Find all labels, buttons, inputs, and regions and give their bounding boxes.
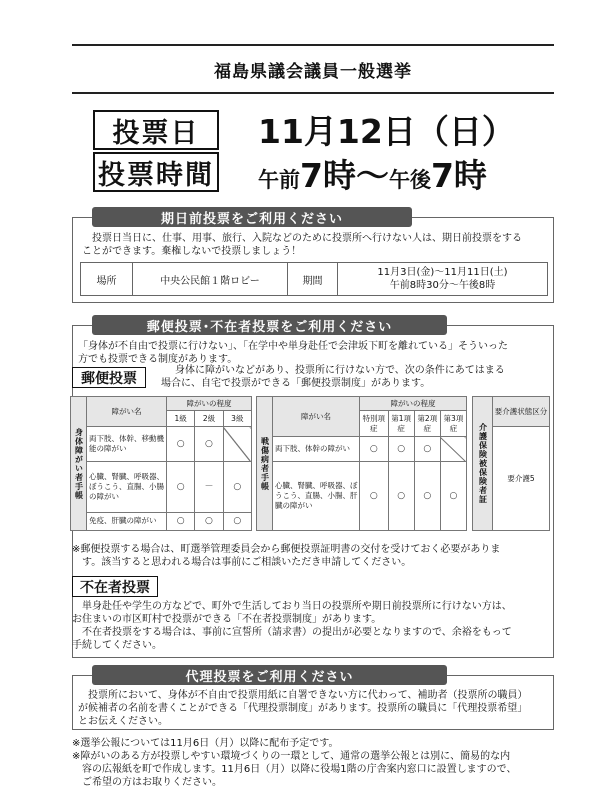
table-cell: ○ — [167, 512, 195, 530]
table-cell: ○ — [195, 427, 223, 462]
footer-note-1: ※選挙公報については11月6日（月）以降に配布予定です。 — [72, 738, 339, 749]
vote-time — [258, 150, 487, 197]
period-hours: 午前8時30分～午後8時 — [389, 280, 496, 291]
table-cell: ○ — [414, 461, 440, 530]
place-label: 場所 — [81, 263, 133, 296]
grade-header: 3級 — [223, 411, 251, 427]
period-value — [338, 263, 548, 296]
proxy-line1: 投票所において、身体が不自由で投票用紙に自署できない方に代わって、補助者（投票所の職員） — [88, 690, 528, 701]
table-cell: ○ — [223, 512, 251, 530]
proxy-voting-banner: 代理投票をご利用ください — [92, 665, 447, 685]
disability-table-side: 身体障がい者手帳 — [71, 397, 87, 531]
care-level-value: 要介護5 — [493, 427, 550, 531]
postal-voting-banner: 郵便投票･不在者投票をご利用ください — [92, 315, 447, 335]
footer-notes — [72, 737, 554, 789]
start-hour: 7時 — [300, 156, 356, 195]
place-value: 中央公民館１階ロビー — [133, 263, 288, 296]
table-row-name: 免疫、肝臓の障がい — [87, 512, 167, 530]
footer-note-2: ※障がいのある方が投票しやすい環境づくりの一環として、通常の選挙公報とは別に、簡易的な内 — [72, 751, 511, 762]
table-cell-na — [223, 427, 251, 462]
war-injury-name-header: 障がい名 — [273, 397, 360, 437]
postal-note-line1: ※郵便投票する場合は、町選挙管理委員会から郵便投票証明書の交付を受けておく必要がありま — [72, 544, 501, 555]
postal-desc-line2: 場合に、自宅で投票ができる「郵便投票制度」があります。 — [161, 378, 431, 389]
vote-time-label: 投票時間 — [93, 152, 219, 192]
footer-note-4: ご希望の方はお取りください。 — [82, 777, 222, 788]
proxy-text — [78, 689, 552, 728]
table-cell: ○ — [195, 512, 223, 530]
table-row-name: 両下肢、体幹の障がい — [273, 437, 360, 462]
war-injury-table-side: 戦傷病者手帳 — [257, 397, 273, 531]
absentee-line2: お住まいの市区町村で投票ができる「不在者投票制度」があります。 — [72, 614, 382, 625]
period-dates: 11月3日(金)～11月11日(土) — [377, 267, 508, 278]
postal-note — [72, 543, 554, 569]
postal-note-line2: す。該当すると思われる場合は事前にご相談いただき申請してください。 — [82, 557, 412, 568]
postal-voting-tag: 郵便投票 — [72, 367, 146, 388]
care-level-header: 要介護状態区分 — [493, 397, 550, 427]
grade-header: 第2項症 — [414, 411, 440, 437]
war-injury-table — [256, 396, 467, 531]
am-label: 午前 — [258, 168, 300, 192]
table-cell-na — [440, 437, 466, 462]
table-cell: ○ — [167, 461, 195, 512]
grade-header: 第3項症 — [440, 411, 466, 437]
proxy-line2: が候補者の名前を書くことができる「代理投票制度」があります。投票所の職員に「代理投票希望」 — [78, 703, 528, 714]
table-row-name: 心臓、腎臓、呼吸器、ぼうこう、直腸、小腸の障がい — [87, 461, 167, 512]
absentee-line4: 手続してください。 — [72, 640, 162, 651]
table-cell: ○ — [440, 461, 466, 530]
table-row-name: 両下肢、体幹、移動機能の障がい — [87, 427, 167, 462]
grade-header: 第1項症 — [388, 411, 414, 437]
vote-date: 11月12日（日） — [258, 112, 515, 151]
absentee-line3: 不在者投票をする場合は、事前に宣誓所（請求書）の提出が必要となりますので、余裕をもって — [82, 627, 512, 638]
absentee-text — [72, 600, 554, 652]
period-label: 期間 — [288, 263, 338, 296]
table-cell: ○ — [414, 437, 440, 462]
postal-intro-line1: 「身体が不自由で投票に行けない」、「在学中や単身赴任で会津坂下町を離れている」そういった — [78, 341, 508, 352]
early-text-line2: ことができます。棄権しないで投票しましょう！ — [82, 246, 302, 257]
postal-intro-line2: 方でも投票できる制度があります。 — [78, 354, 238, 365]
early-voting-text — [82, 232, 550, 258]
disability-table — [70, 396, 252, 531]
early-text-line1: 投票日当日に、仕事、用事、旅行、入院などのために投票所へ行けない人は、期日前投票をする — [92, 233, 522, 244]
war-injury-degree-header: 障がいの程度 — [360, 397, 467, 411]
table-cell: ○ — [167, 427, 195, 462]
grade-header: 特別項症 — [360, 411, 389, 437]
table-cell: ○ — [388, 461, 414, 530]
pm-label: 午後 — [388, 168, 431, 192]
page-title: 福島県議会議員一般選挙 — [72, 44, 554, 94]
care-insurance-table-side: 介護保険被保険者証 — [473, 397, 493, 531]
grade-header: 1級 — [167, 411, 195, 427]
proxy-line3: とお伝えください。 — [78, 716, 168, 727]
table-cell: ○ — [360, 461, 389, 530]
table-cell: ○ — [388, 437, 414, 462]
postal-desc — [161, 364, 551, 390]
table-cell: ○ — [223, 461, 251, 512]
disability-name-header: 障がい名 — [87, 397, 167, 427]
postal-desc-line1: 身体に障がいなどがあり、投票所に行けない方で、次の条件にあてはまる — [175, 365, 505, 376]
absentee-line1: 単身赴任や学生の方などで、町外で生活しており当日の投票所や期日前投票所に行けない方は、 — [82, 601, 512, 612]
postal-intro — [78, 340, 552, 366]
absentee-voting-tag: 不在者投票 — [72, 576, 158, 597]
footer-note-3: 容の広報紙を町で作成します。11月6日（月）以降に役場1階の庁舎案内窓口に設置しますので、 — [82, 764, 517, 775]
care-insurance-table — [472, 396, 550, 531]
table-row-name: 心臓、腎臓、呼吸器、ぼうこう、直腸、小腸、肝臓の障がい — [273, 461, 360, 530]
table-cell: ○ — [360, 437, 389, 462]
end-hour: 7時 — [430, 156, 487, 195]
early-voting-table — [80, 262, 548, 296]
grade-header: 2級 — [195, 411, 223, 427]
tilde: ～ — [355, 156, 389, 195]
early-voting-banner: 期日前投票をご利用ください — [92, 207, 412, 227]
disability-degree-header: 障がいの程度 — [167, 397, 252, 411]
vote-day-label: 投票日 — [93, 110, 219, 150]
table-cell: － — [195, 461, 223, 512]
